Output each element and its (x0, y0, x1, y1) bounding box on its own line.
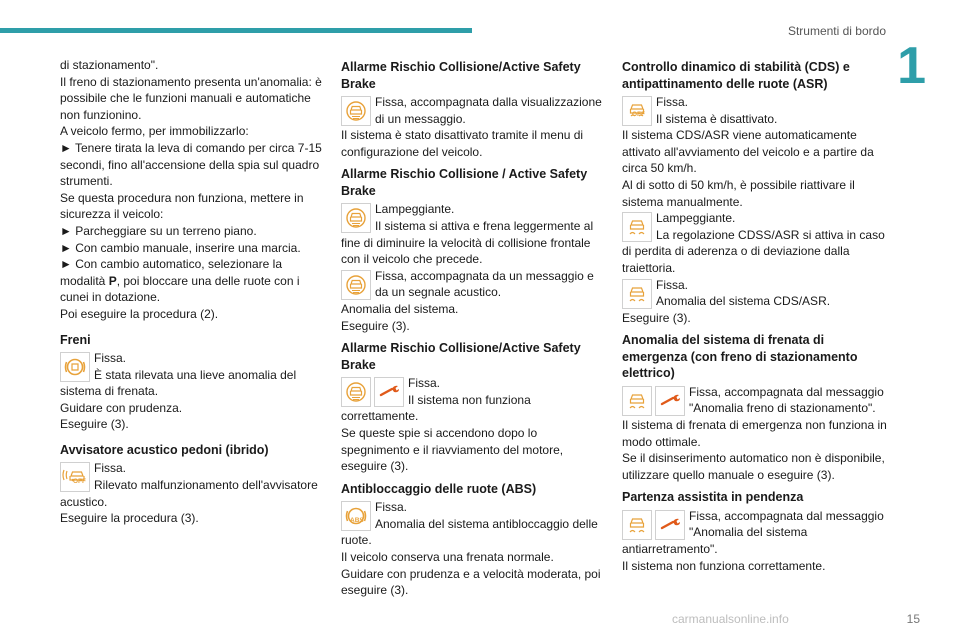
watermark: carmanualsonline.info (672, 612, 789, 626)
page-number: 15 (906, 612, 920, 626)
body-text: Eseguire la procedura (3). (60, 511, 199, 526)
body-text: Fissa, accompagnata dal messaggio "Anomalia del sistema antiarretramento". (622, 508, 884, 557)
body-text: Il sistema non funziona correttamente. (622, 558, 826, 573)
warning-entry (60, 350, 328, 433)
column-1 (60, 57, 328, 527)
icon-group (622, 510, 685, 540)
warning-entry (341, 268, 607, 334)
body-text: Se queste spie si accendono dopo lo spegnimento e il riavviamento del motore, eseguire (3). (341, 425, 564, 474)
body-text: Il sistema non funziona correttamente. (341, 392, 531, 424)
section-heading: Anomalia del sistema di frenata di emergenza (con freno di stazionamento elettrico) (622, 333, 858, 381)
off-label: OFF (73, 477, 86, 485)
body-text: Eseguire (3). (341, 318, 410, 333)
warning-entry (60, 460, 328, 526)
body-text: Rilevato malfunzionamento dell'avvisatore acustico. (60, 478, 318, 509)
column-2 (341, 57, 607, 599)
warning-entry (341, 94, 607, 160)
abs-label: ABS (350, 517, 364, 525)
section-heading: Controllo dinamico di stabilità (CDS) e antipattinamento delle ruote (ASR) (622, 60, 850, 91)
body-text: Lampeggiante. (375, 202, 455, 217)
body-text: Il sistema è stato disattivato tramite il menu di configurazione del veicolo. (341, 128, 584, 159)
stability-control-off-icon (622, 96, 652, 126)
collision-alert-icon (341, 96, 371, 126)
body-text: Fissa, accompagnata dalla visualizzazione di un messaggio. (375, 95, 602, 126)
stability-control-icon (622, 510, 652, 540)
body-text: Fissa. (94, 351, 127, 365)
icon-group (60, 462, 90, 492)
section-heading: Antibloccaggio delle ruote (ABS) (341, 481, 537, 496)
body-text: di stazionamento". (60, 58, 159, 72)
section-title: Strumenti di bordo (787, 24, 886, 38)
body-text: Il sistema CDS/ASR viene automaticamente attivato all'avviamento del veicolo e a partire da circa 50 km/h. (622, 128, 874, 176)
body-text: Il sistema è disattivato. (656, 111, 778, 126)
bullet-item: ► Con cambio manuale, inserire una marcia. (60, 240, 301, 255)
icon-group (341, 203, 371, 233)
body-text: Fissa. (656, 95, 689, 109)
body-text: È stata rilevata una lieve anomalia del sistema di frenata. (60, 367, 297, 399)
icon-group (622, 96, 652, 126)
body-text: Se il disinserimento automatico non è disponibile, utilizzare quello manuale o eseguire (3). (622, 451, 885, 482)
wrench-icon (655, 510, 685, 540)
body-text: Eseguire (3). (60, 417, 129, 432)
bullet-item: ► Parcheggiare su un terreno piano. (60, 223, 257, 238)
wrench-icon (374, 377, 404, 407)
body-text: Fissa. (656, 277, 689, 292)
brake-circle-icon (60, 352, 90, 382)
off-label: OFF (632, 111, 645, 119)
bullet-item (60, 256, 328, 306)
body-text: Fissa. (408, 376, 441, 391)
bullet-item: ► Tenere tirata la leva di comando per circa 7-15 secondi, fino all'accensione della spia sul quadro strumenti. (60, 140, 322, 189)
body-text: Guidare con prudenza e a velocità moderata, poi eseguire (3). (341, 566, 601, 598)
icon-group (622, 386, 685, 416)
icon-group (341, 96, 371, 126)
bullet-text-bold: P (108, 273, 117, 288)
body-text: Il sistema di frenata di emergenza non funziona in modo ottimale. (622, 418, 887, 449)
section-heading: Allarme Rischio Collisione/Active Safety Brake (341, 60, 581, 91)
stability-control-icon (622, 279, 652, 309)
section-heading: Avvisatore acustico pedoni (ibrido) (60, 442, 269, 457)
body-text: Fissa. (94, 461, 127, 476)
header-accent-bar (0, 28, 472, 33)
warning-entry (622, 210, 888, 276)
body-text: Il sistema si attiva e frena leggermente al fine di diminuire la velocità di collisione frontale con il veicolo che precede. (341, 218, 594, 267)
warning-entry (622, 277, 888, 327)
section-heading: Partenza assistita in pendenza (622, 490, 804, 505)
body-text: Il veicolo conserva una frenata normale. (341, 549, 554, 564)
body-text: Fissa. (375, 500, 408, 515)
stability-control-icon (622, 212, 652, 242)
body-text: Guidare con prudenza. (60, 400, 183, 415)
body-text: Lampeggiante. (656, 211, 736, 226)
collision-alert-icon (341, 377, 371, 407)
body-text: Il freno di stazionamento presenta un'anomalia: è possibile che le funzioni manuali e automatiche non funzionino. (60, 74, 322, 122)
collision-alert-icon (341, 270, 371, 300)
bullet-text: ► Con cambio automatico, selezionare la modalità (60, 257, 282, 288)
icon-group (622, 212, 652, 242)
warning-entry (622, 94, 888, 210)
warning-entry (341, 201, 607, 267)
body-text: Se questa procedura non funziona, mettere in sicurezza il veicolo: (60, 190, 304, 222)
body-text: Anomalia del sistema CDS/ASR. (656, 294, 831, 309)
section-heading: Allarme Rischio Collisione / Active Safety Brake (341, 167, 588, 198)
icon-group (622, 279, 652, 309)
column-3 (622, 57, 888, 574)
icon-group (341, 501, 371, 531)
warning-entry (341, 375, 607, 475)
body-text: Poi eseguire la procedura (2). (60, 306, 219, 321)
section-heading: Freni (60, 332, 91, 347)
bullet-text: , poi bloccare una delle ruote con i cunei in dotazione. (60, 273, 300, 305)
body-text: Anomalia del sistema. (341, 301, 459, 316)
warning-entry (622, 508, 888, 574)
body-text: Eseguire (3). (622, 310, 691, 325)
icon-group (341, 270, 371, 300)
section-heading: Allarme Rischio Collisione/Active Safety Brake (341, 341, 581, 372)
wrench-icon (655, 386, 685, 416)
body-text: La regolazione CDSS/ASR si attiva in caso di perdita di aderenza o di deviazione dalla traiettoria. (622, 227, 885, 275)
warning-entry (341, 499, 607, 599)
icon-group (341, 377, 404, 407)
icon-group (60, 352, 90, 382)
body-text: Fissa, accompagnata da un messaggio e da un segnale acustico. (375, 268, 594, 300)
body-text: A veicolo fermo, per immobilizzarlo: (60, 124, 249, 139)
warning-entry (622, 384, 888, 484)
pedestrian-sound-off-icon (60, 462, 90, 492)
stability-control-icon (622, 386, 652, 416)
collision-alert-icon (341, 203, 371, 233)
abs-icon (341, 501, 371, 531)
body-text: Anomalia del sistema antibloccaggio delle ruote. (341, 516, 598, 548)
chapter-number: 1 (897, 37, 926, 95)
body-text: Al di sotto di 50 km/h, è possibile riattivare il sistema manualmente. (622, 177, 855, 209)
body-text: Fissa, accompagnata dal messaggio "Anomalia freno di stazionamento". (689, 384, 884, 416)
